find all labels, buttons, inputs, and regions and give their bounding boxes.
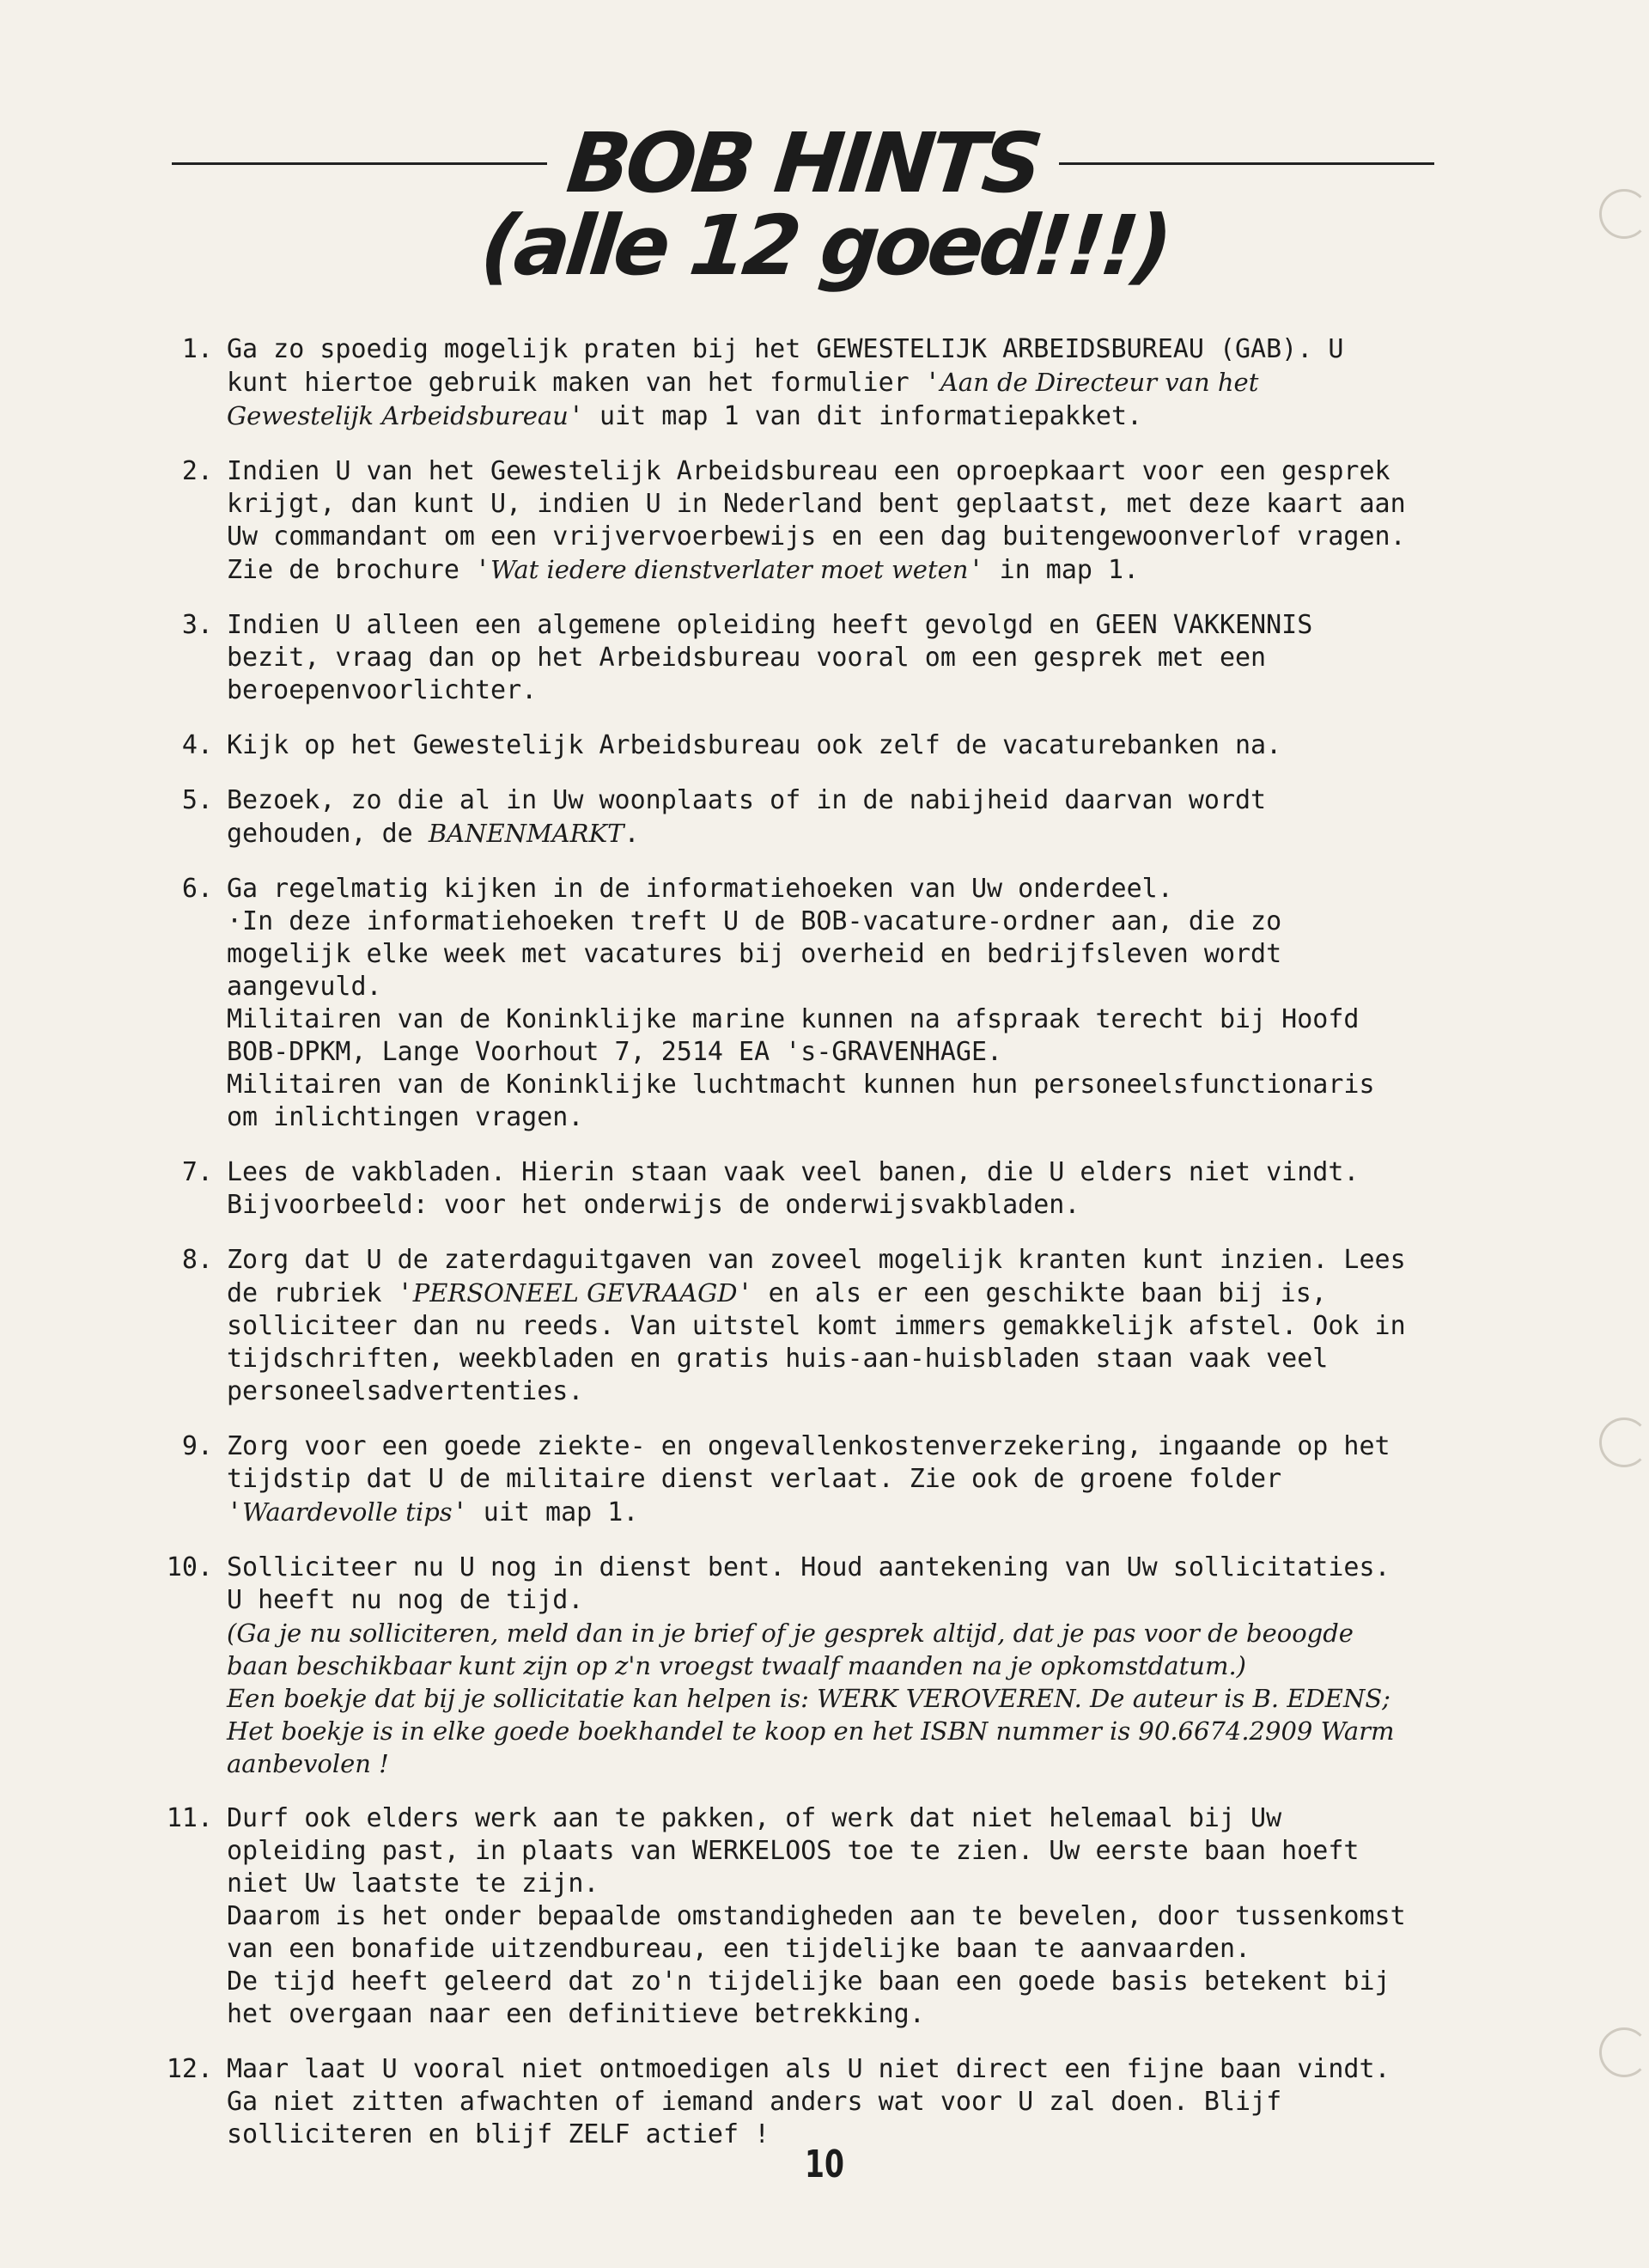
title-row — [172, 115, 1434, 211]
hint-paragraph: Ga regelmatig kijken in de informatiehoeken van Uw onderdeel. — [227, 874, 1173, 904]
hint-paragraph: Militairen van de Koninklijke marine kunnen na afspraak terecht bij Hoofd BOB-DPKM, Lange Voorhout 7, 2514 EA 's-GRAVENHAGE. — [227, 1004, 1360, 1067]
hints-list — [146, 333, 1409, 2174]
hint-text-part: ' en als er een geschikte baan bij is, solliciteer dan nu reeds. Van uitstel komt immers gemakkelijk afstel. Ook in tijdschriften, weekbladen en gratis huis-aan-huisbladen staan vaak veel personeelsadvertenties. — [227, 1278, 1406, 1406]
hint-number: 7. — [181, 1157, 213, 1187]
hint-text-part: Ga zo spoedig mogelijk praten bij het GEWESTELIJK ARBEIDSBUREAU (GAB). U kunt hiertoe gebruik maken van het formulier ' — [227, 334, 1344, 398]
hint-text — [227, 873, 1409, 1134]
hint-italic-note: (Ga je nu solliciteren, meld dan in je brief of je gesprek altijd, dat je pas voor de beoogde baan beschikbaar kunt zijn op z'n vroegst twaalf maanden na je opkomstdatum.) — [227, 1619, 1354, 1680]
hint-item-2 — [146, 455, 1409, 587]
hint-item-11 — [146, 1802, 1409, 2031]
hint-text — [227, 1430, 1409, 1529]
hint-text: Maar laat U vooral niet ontmoedigen als U niet direct een fijne baan vindt. Ga niet zitten afwachten of iemand anders wat voor U zal doen. Blijf solliciteren en blijf ZELF actief ! — [227, 2054, 1390, 2149]
hint-item-12 — [146, 2053, 1409, 2151]
hint-text — [227, 1552, 1409, 1780]
hint-number: 3. — [181, 610, 213, 640]
hint-italic-ref: Waardevolle tips — [242, 1497, 453, 1527]
hint-number: 5. — [181, 785, 213, 815]
hint-text: Indien U alleen een algemene opleiding heeft gevolgd en GEEN VAKKENNIS bezit, vraag dan op het Arbeidsbureau vooral om een gesprek met een beroepenvoorlichter. — [227, 610, 1313, 705]
hint-number: 11. — [166, 1803, 213, 1833]
hint-item-1 — [146, 333, 1409, 433]
hint-text — [227, 1244, 1409, 1408]
hint-number: 8. — [181, 1245, 213, 1275]
title-rule-left — [172, 162, 547, 165]
hint-number: 12. — [166, 2054, 213, 2084]
hint-number: 9. — [181, 1431, 213, 1461]
hint-text-part: Zorg dat U de zaterdaguitgaven van zoveel mogelijk kranten kunt inzien. Lees de rubriek ' — [227, 1245, 1406, 1308]
hint-text-part: Indien U van het Gewestelijk Arbeidsbureau een oproepkaart voor een gesprek krijgt, dan kunt U, indien U in Nederland bent geplaatst, met deze kaart aan Uw commandant om een vrijvervoerbewijs en een dag buitengewoonverlof vragen. Zie de brochure ' — [227, 456, 1406, 585]
hint-paragraph: Militairen van de Koninklijke luchtmacht kunnen hun personeelsfunctionaris om inlichtingen vragen. — [227, 1070, 1375, 1132]
hint-text-part: ' uit map 1. — [452, 1497, 639, 1527]
page-subtitle: (alle 12 goed!!!) — [476, 198, 1173, 294]
hint-text — [227, 1802, 1409, 2031]
hint-text: Lees de vakbladen. Hierin staan vaak veel banen, die U elders niet vindt. Bijvoorbeeld: voor het onderwijs de onderwijsvakbladen. — [227, 1157, 1360, 1220]
hint-text-part: Zorg voor een goede ziekte- en ongevallenkostenverzekering, ingaande op het tijdstip dat U de militaire dienst verlaat. Zie ook de groene folder ' — [227, 1431, 1390, 1527]
title-rule-right — [1059, 162, 1434, 165]
hint-italic-ref: Aan de Directeur van het Gewestelijk Arbeidsbureau — [227, 368, 1259, 430]
hint-item-4 — [146, 729, 1409, 762]
hint-paragraph: ·In deze informatiehoeken treft U de BOB-vacature-ordner aan, die zo mogelijk elke week met vacatures bij overheid en bedrijfsleven wordt aangevuld. — [227, 906, 1282, 1002]
hint-text-part: . — [624, 819, 640, 849]
page-title: BOB HINTS — [563, 115, 1044, 211]
hint-item-8 — [146, 1244, 1409, 1408]
hint-italic-ref: PERSONEEL GEVRAAGD — [412, 1278, 738, 1308]
hint-text: Kijk op het Gewestelijk Arbeidsbureau ook zelf de vacaturebanken na. — [227, 730, 1282, 760]
hint-text-part: ' in map 1. — [968, 555, 1140, 585]
hint-italic-ref: Wat iedere dienstverlater moet weten — [490, 555, 969, 584]
hint-text — [227, 455, 1409, 587]
punch-hole — [1599, 2027, 1649, 2077]
hint-item-3 — [146, 609, 1409, 707]
hint-item-9 — [146, 1430, 1409, 1529]
hint-item-10 — [146, 1552, 1409, 1780]
page-number: 10 — [805, 2143, 844, 2186]
hint-number: 6. — [181, 874, 213, 904]
hint-item-7 — [146, 1156, 1409, 1222]
punch-hole — [1599, 1418, 1649, 1467]
hint-paragraph: De tijd heeft geleerd dat zo'n tijdelijke baan een goede basis betekent bij het overgaan naar een definitieve betrekking. — [227, 1966, 1390, 2029]
hint-italic-note: Een boekje dat bij je sollicitatie kan helpen is: WERK VEROVEREN. De auteur is B. EDENS; Het boekje is in elke goede boekhandel te koop en het ISBN nummer is 90.6674.2909 Warm aanbevolen ! — [227, 1684, 1395, 1778]
hint-text-part: Bezoek, zo die al in Uw woonplaats of in de nabijheid daarvan wordt gehouden, de — [227, 785, 1267, 849]
hint-italic-ref: BANENMARKT — [428, 819, 624, 848]
hint-number: 4. — [181, 730, 213, 760]
hint-number: 10. — [166, 1552, 213, 1582]
hint-text — [227, 333, 1409, 433]
hint-text — [227, 784, 1409, 850]
hint-number: 2. — [181, 456, 213, 486]
hint-paragraph: Solliciteer nu U nog in dienst bent. Houd aantekening van Uw sollicitaties. U heeft nu nog de tijd. — [227, 1552, 1390, 1615]
hint-paragraph: Durf ook elders werk aan te pakken, of werk dat niet helemaal bij Uw opleiding past, in plaats van WERKELOOS toe te zien. Uw eerste baan hoeft niet Uw laatste te zijn. — [227, 1803, 1360, 1899]
hint-paragraph: Daarom is het onder bepaalde omstandigheden aan te bevelen, door tussenkomst van een bonafide uitzendbureau, een tijdelijke baan te aanvaarden. — [227, 1901, 1406, 1964]
hint-item-5 — [146, 784, 1409, 850]
hint-text-part: ' uit map 1 van dit informatiepakket. — [568, 401, 1143, 431]
hint-item-6 — [146, 873, 1409, 1134]
hint-number: 1. — [181, 334, 213, 364]
